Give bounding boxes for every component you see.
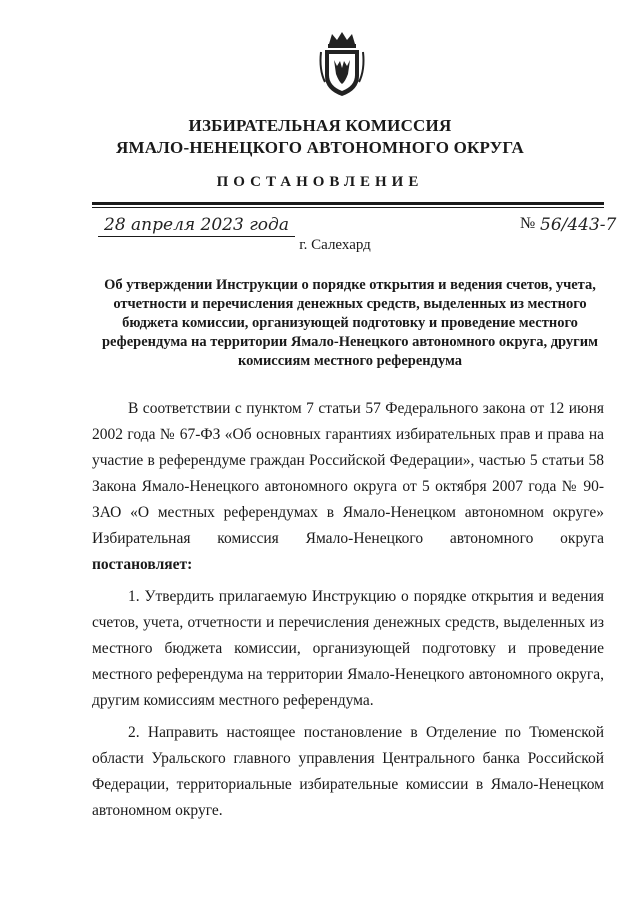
resolves-keyword: постановляет: — [92, 556, 193, 573]
item-2-paragraph: 2. Направить настоящее постановление в Отделение по Тюменской области Уральского главного управления Центрального банка Российской Федерации, территориальные избирательные комиссии в Ямало-Ненецком автономном округе. — [92, 724, 604, 819]
document-body — [92, 396, 604, 830]
document-number: 56/443-7 — [540, 215, 617, 235]
item-1-paragraph: 1. Утвердить прилагаемую Инструкцию о порядке открытия и ведения счетов, учета, отчетности и перечисления денежных средств, выделенных из местного бюджета комиссии, организующей подготовку и проведение местного референдума на территории Ямало-Ненецкого автономного округа, другим комиссиям местного референдума. — [92, 588, 604, 709]
org-name-line-2: ЯМАЛО-НЕНЕЦКОГО АВТОНОМНОГО ОКРУГА — [115, 138, 525, 157]
preamble-paragraph — [92, 396, 604, 578]
header-rule-thick — [92, 202, 604, 205]
preamble-text: В соответствии с пунктом 7 статьи 57 Федерального закона от 12 июня 2002 года № 67-ФЗ «Об основных гарантиях избирательных прав и права на участие в референдуме граждан Российской Федерации», частью 5 статьи 58 Закона Ямало-Ненецкого автономного округа от 5 октября 2007 года № 90-ЗАО «О местных референдумах в Ямало-Ненецком автономном округе» Избирательная комиссия Ямало-Ненецкого автономного округа — [92, 400, 604, 547]
header-rule-thin — [92, 207, 604, 208]
number-prefix: № — [520, 215, 536, 232]
document-title: Об утверждении Инструкции о порядке открытия и ведения счетов, учета, отчетности и перечисления денежных средств, выделенных из местного бюджета комиссии, организующей подготовку и проведение местного референдума на территории Ямало-Ненецкого автономного округа, другим комиссиям местного референдума — [101, 277, 598, 369]
org-name-line-1: ИЗБИРАТЕЛЬНАЯ КОМИССИЯ — [188, 116, 452, 135]
document-date: 28 апреля 2023 года — [98, 215, 295, 237]
city: г. Салехард — [299, 237, 371, 253]
document-type: ПОСТАНОВЛЕНИЕ — [216, 174, 424, 190]
coat-of-arms-icon — [317, 30, 367, 100]
